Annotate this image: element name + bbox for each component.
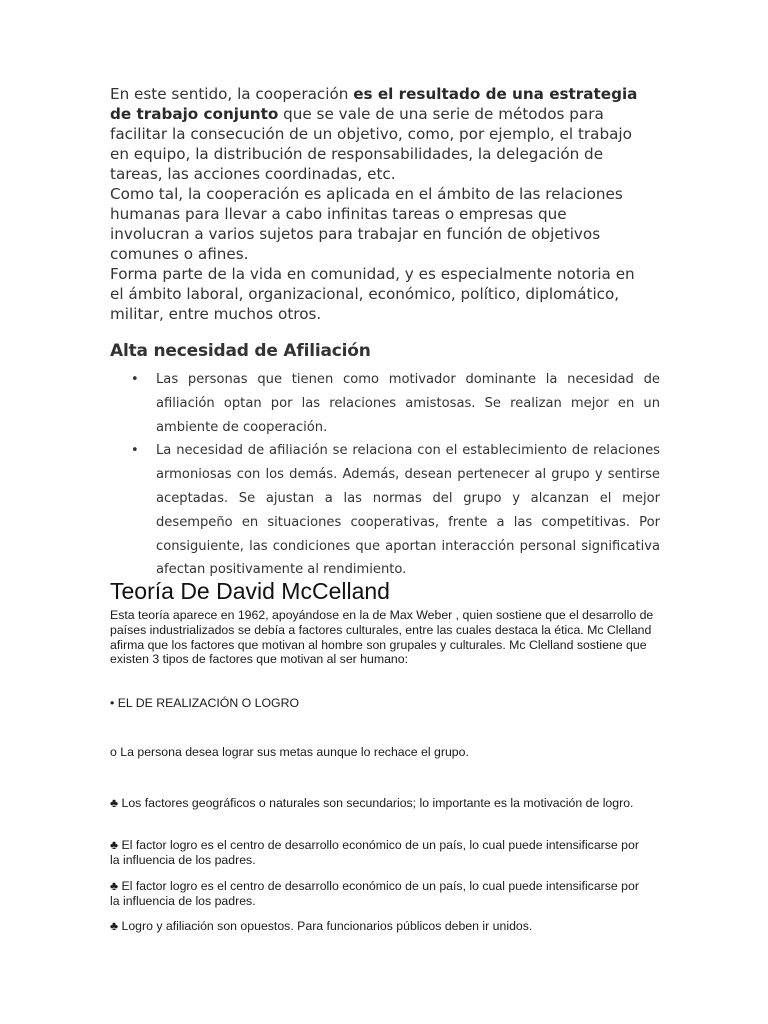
club-item: ♣ Logro y afiliación son opuestos. Para funcionarios públicos deben ir unidos. xyxy=(110,919,533,933)
club-item: ♣ El factor logro es el centro de desarrollo económico de un país, lo cual puede intensificarse por la influencia de los padres. xyxy=(110,838,639,867)
club-item: ♣ Los factores geográficos o naturales son secundarios; lo importante es la motivación de logro. xyxy=(110,796,634,810)
bullet-icon: • xyxy=(131,443,139,459)
paragraph-text-after: que se vale de una serie de métodos para facilitar la consecución de un objetivo, como, por ejemplo, el trabajo en equipo, la distribución de responsabilidades, la delegación de tareas, las acciones coordinadas, etc. xyxy=(110,105,632,183)
lograr-item: o La persona desea lograr sus metas aunque lo rechace el grupo. xyxy=(110,745,469,759)
cooperation-paragraph xyxy=(110,84,638,264)
paragraph-text-before: En este sentido, la cooperación xyxy=(110,85,354,103)
community-paragraph: Forma parte de la vida en comunidad, y es especialmente notoria en el ámbito laboral, organizacional, económico, político, diplomático, militar, entre muchos otros. xyxy=(110,265,635,323)
list-item-text: Las personas que tienen como motivador dominante la necesidad de afiliación optan por las relaciones amistosas. Se realizan mejor en un ambiente de cooperación. xyxy=(156,372,660,435)
club-item: ♣ El factor logro es el centro de desarrollo económico de un país, lo cual puede intensificarse por la influencia de los padres. xyxy=(110,879,639,908)
bold-phrase: es el resultado de una estrategia de trabajo conjunto xyxy=(110,85,638,123)
afiliacion-heading: Alta necesidad de Afiliación xyxy=(110,341,371,361)
bullet-icon: • xyxy=(131,372,139,387)
realizacion-item: • EL DE REALIZACIÓN O LOGRO xyxy=(110,696,300,710)
mcclelland-heading: Teoría De David McCelland xyxy=(110,578,390,604)
list-item xyxy=(110,439,660,582)
list-item-text: La necesidad de afiliación se relaciona con el establecimiento de relaciones armoniosas con los demás. Además, desean pertenecer al grupo y sentirse aceptadas. Se ajustan a las normas del grupo y alcanzan el mejor desempeño en situaciones cooperativas, frente a las competitivas. Por consiguiente, las condiciones que aportan interacción personal significativa afectan positivamente al rendimiento. xyxy=(156,443,660,578)
paragraph-continuation: Como tal, la cooperación es aplicada en el ámbito de las relaciones humanas para llevar a cabo infinitas tareas o empresas que involucran a varios sujetos para trabajar en función de objetivos comunes o afines. xyxy=(110,185,623,263)
afiliacion-bullet-list xyxy=(110,368,660,582)
mcclelland-intro: Esta teoría aparece en 1962, apoyándose en la de Max Weber , quien sostiene que el desarrollo de países industrializados se debía a factores culturales, entre las cuales destaca la ética. Mc Clelland afirma que los factores que motivan al hombre son grupales y culturales. Mc Clelland sostiene que existen 3 tipos de factores que motivan al ser humano: xyxy=(110,608,654,667)
list-item xyxy=(110,368,660,439)
